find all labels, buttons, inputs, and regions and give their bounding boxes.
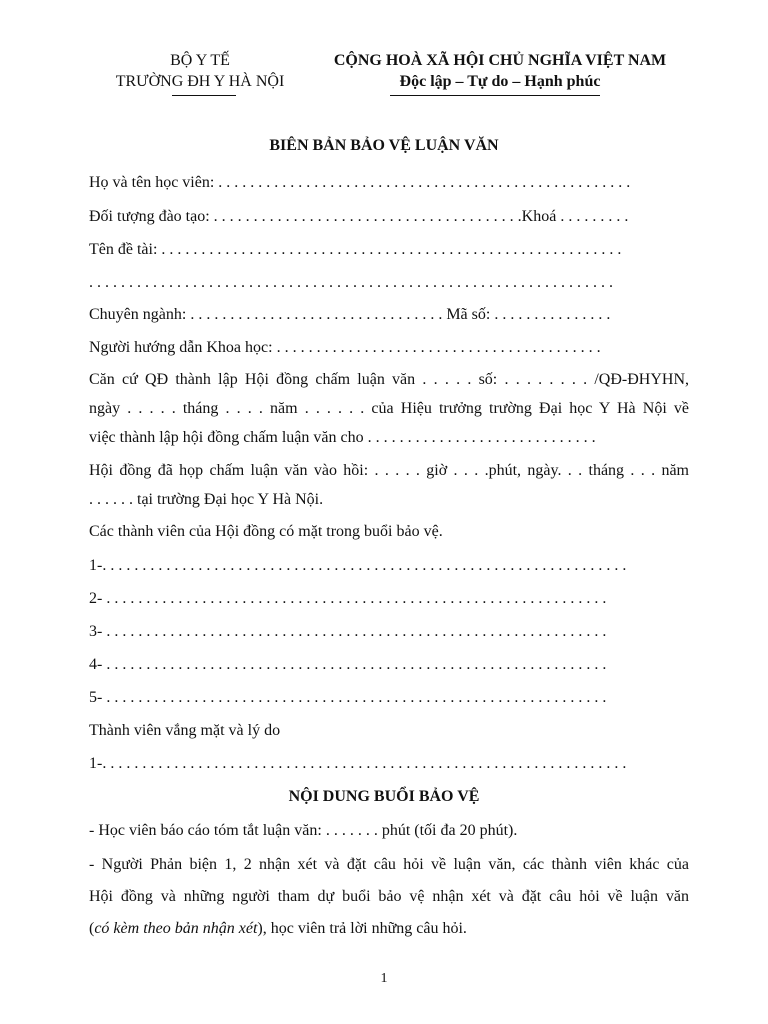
report-line: - Học viên báo cáo tóm tắt luận văn: . . . . . . . phút (tối đa 20 phút). [89, 822, 518, 839]
decision-line-3: việc thành lập hội đồng chấm luận văn cho . . . . . . . . . . . . . . . . . . . . . . . . . . . . . [89, 429, 596, 446]
member-line-3: 3- . . . . . . . . . . . . . . . . . . . . . . . . . . . . . . . . . . . . . . . . . . . . . . . . . . . . . . . . . . . . . . . [89, 623, 607, 640]
member-line-4: 4- . . . . . . . . . . . . . . . . . . . . . . . . . . . . . . . . . . . . . . . . . . . . . . . . . . . . . . . . . . . . . . . [89, 656, 607, 673]
supervisor-line: Người hướng dẫn Khoa học: . . . . . . . . . . . . . . . . . . . . . . . . . . . . . . . . . . . . . . . . . [89, 339, 601, 356]
training-target-line: Đối tượng đào tạo: . . . . . . . . . . . . . . . . . . . . . . . . . . . . . . . . . . . . . . .Khoá . . . . . . . . . [89, 208, 629, 225]
decision-line-2: ngày . . . . . tháng . . . . năm . . . . . . của Hiệu trưởng trường Đại học Y Hà Nội về [89, 400, 689, 417]
member-line-2: 2- . . . . . . . . . . . . . . . . . . . . . . . . . . . . . . . . . . . . . . . . . . . . . . . . . . . . . . . . . . . . . . . [89, 590, 607, 607]
thesis-title-line-2: . . . . . . . . . . . . . . . . . . . . . . . . . . . . . . . . . . . . . . . . . . . . . . . . . . . . . . . . . . . . . . . . . . [89, 274, 613, 291]
page-number: 1 [380, 971, 388, 986]
specialty-line: Chuyên ngành: . . . . . . . . . . . . . . . . . . . . . . . . . . . . . . . . Mã số: . . . . . . . . . . . . . . . [89, 306, 611, 323]
members-heading: Các thành viên của Hội đồng có mặt trong buổi bảo vệ. [89, 523, 443, 540]
review-attachment-note: có kèm theo bản nhận xét [94, 920, 258, 937]
review-line-1: - Người Phản biện 1, 2 nhận xét và đặt câu hỏi về luận văn, các thành viên khác của [89, 856, 689, 873]
review-paren-open: ( [89, 920, 95, 937]
document-title: BIÊN BẢN BẢO VỆ LUẬN VĂN [269, 137, 499, 154]
header-left [100, 51, 300, 91]
meeting-line-2: . . . . . . tại trường Đại học Y Hà Nội. [89, 491, 324, 508]
decision-line-1: Căn cứ QĐ thành lập Hội đồng chấm luận văn . . . . . số: . . . . . . . . /QĐ-ĐHYHN, [89, 371, 689, 388]
thesis-title-line-1: Tên đề tài: . . . . . . . . . . . . . . . . . . . . . . . . . . . . . . . . . . . . . . . . . . . . . . . . . . . . . . . . . . [89, 241, 622, 258]
review-line-3 [89, 919, 467, 938]
school-name: TRƯỜNG ĐH Y HÀ NỘI [115, 73, 285, 91]
absent-heading: Thành viên vắng mặt và lý do [89, 722, 281, 739]
republic-name: CỘNG HOÀ XÃ HỘI CHỦ NGHĨA VIỆT NAM [333, 52, 667, 69]
motto: Độc lập – Tự do – Hạnh phúc [399, 73, 601, 91]
meeting-line-1: Hội đồng đã họp chấm luận văn vào hồi: . . . . . giờ . . . .phút, ngày. . . tháng . . . năm [89, 462, 689, 479]
ministry-name: BỘ Y TẾ [170, 52, 230, 69]
member-line-5: 5- . . . . . . . . . . . . . . . . . . . . . . . . . . . . . . . . . . . . . . . . . . . . . . . . . . . . . . . . . . . . . . . [89, 689, 607, 706]
school-underline [172, 95, 236, 96]
review-line-2: Hội đồng và những người tham dự buổi bảo vệ nhận xét và đặt câu hỏi về luận văn [89, 888, 689, 905]
absent-line-1: 1-. . . . . . . . . . . . . . . . . . . . . . . . . . . . . . . . . . . . . . . . . . . . . . . . . . . . . . . . . . . . . . . . . . [89, 755, 627, 772]
header-right [308, 51, 692, 91]
section-title: NỘI DUNG BUỔI BẢO VỆ [288, 788, 480, 805]
review-line-3-rest: ), học viên trả lời những câu hỏi. [257, 920, 467, 937]
member-line-1: 1-. . . . . . . . . . . . . . . . . . . . . . . . . . . . . . . . . . . . . . . . . . . . . . . . . . . . . . . . . . . . . . . . . . [89, 557, 627, 574]
student-name-line: Họ và tên học viên: . . . . . . . . . . . . . . . . . . . . . . . . . . . . . . . . . . . . . . . . . . . . . . . . . . . . [89, 174, 631, 191]
motto-underline [390, 95, 600, 96]
